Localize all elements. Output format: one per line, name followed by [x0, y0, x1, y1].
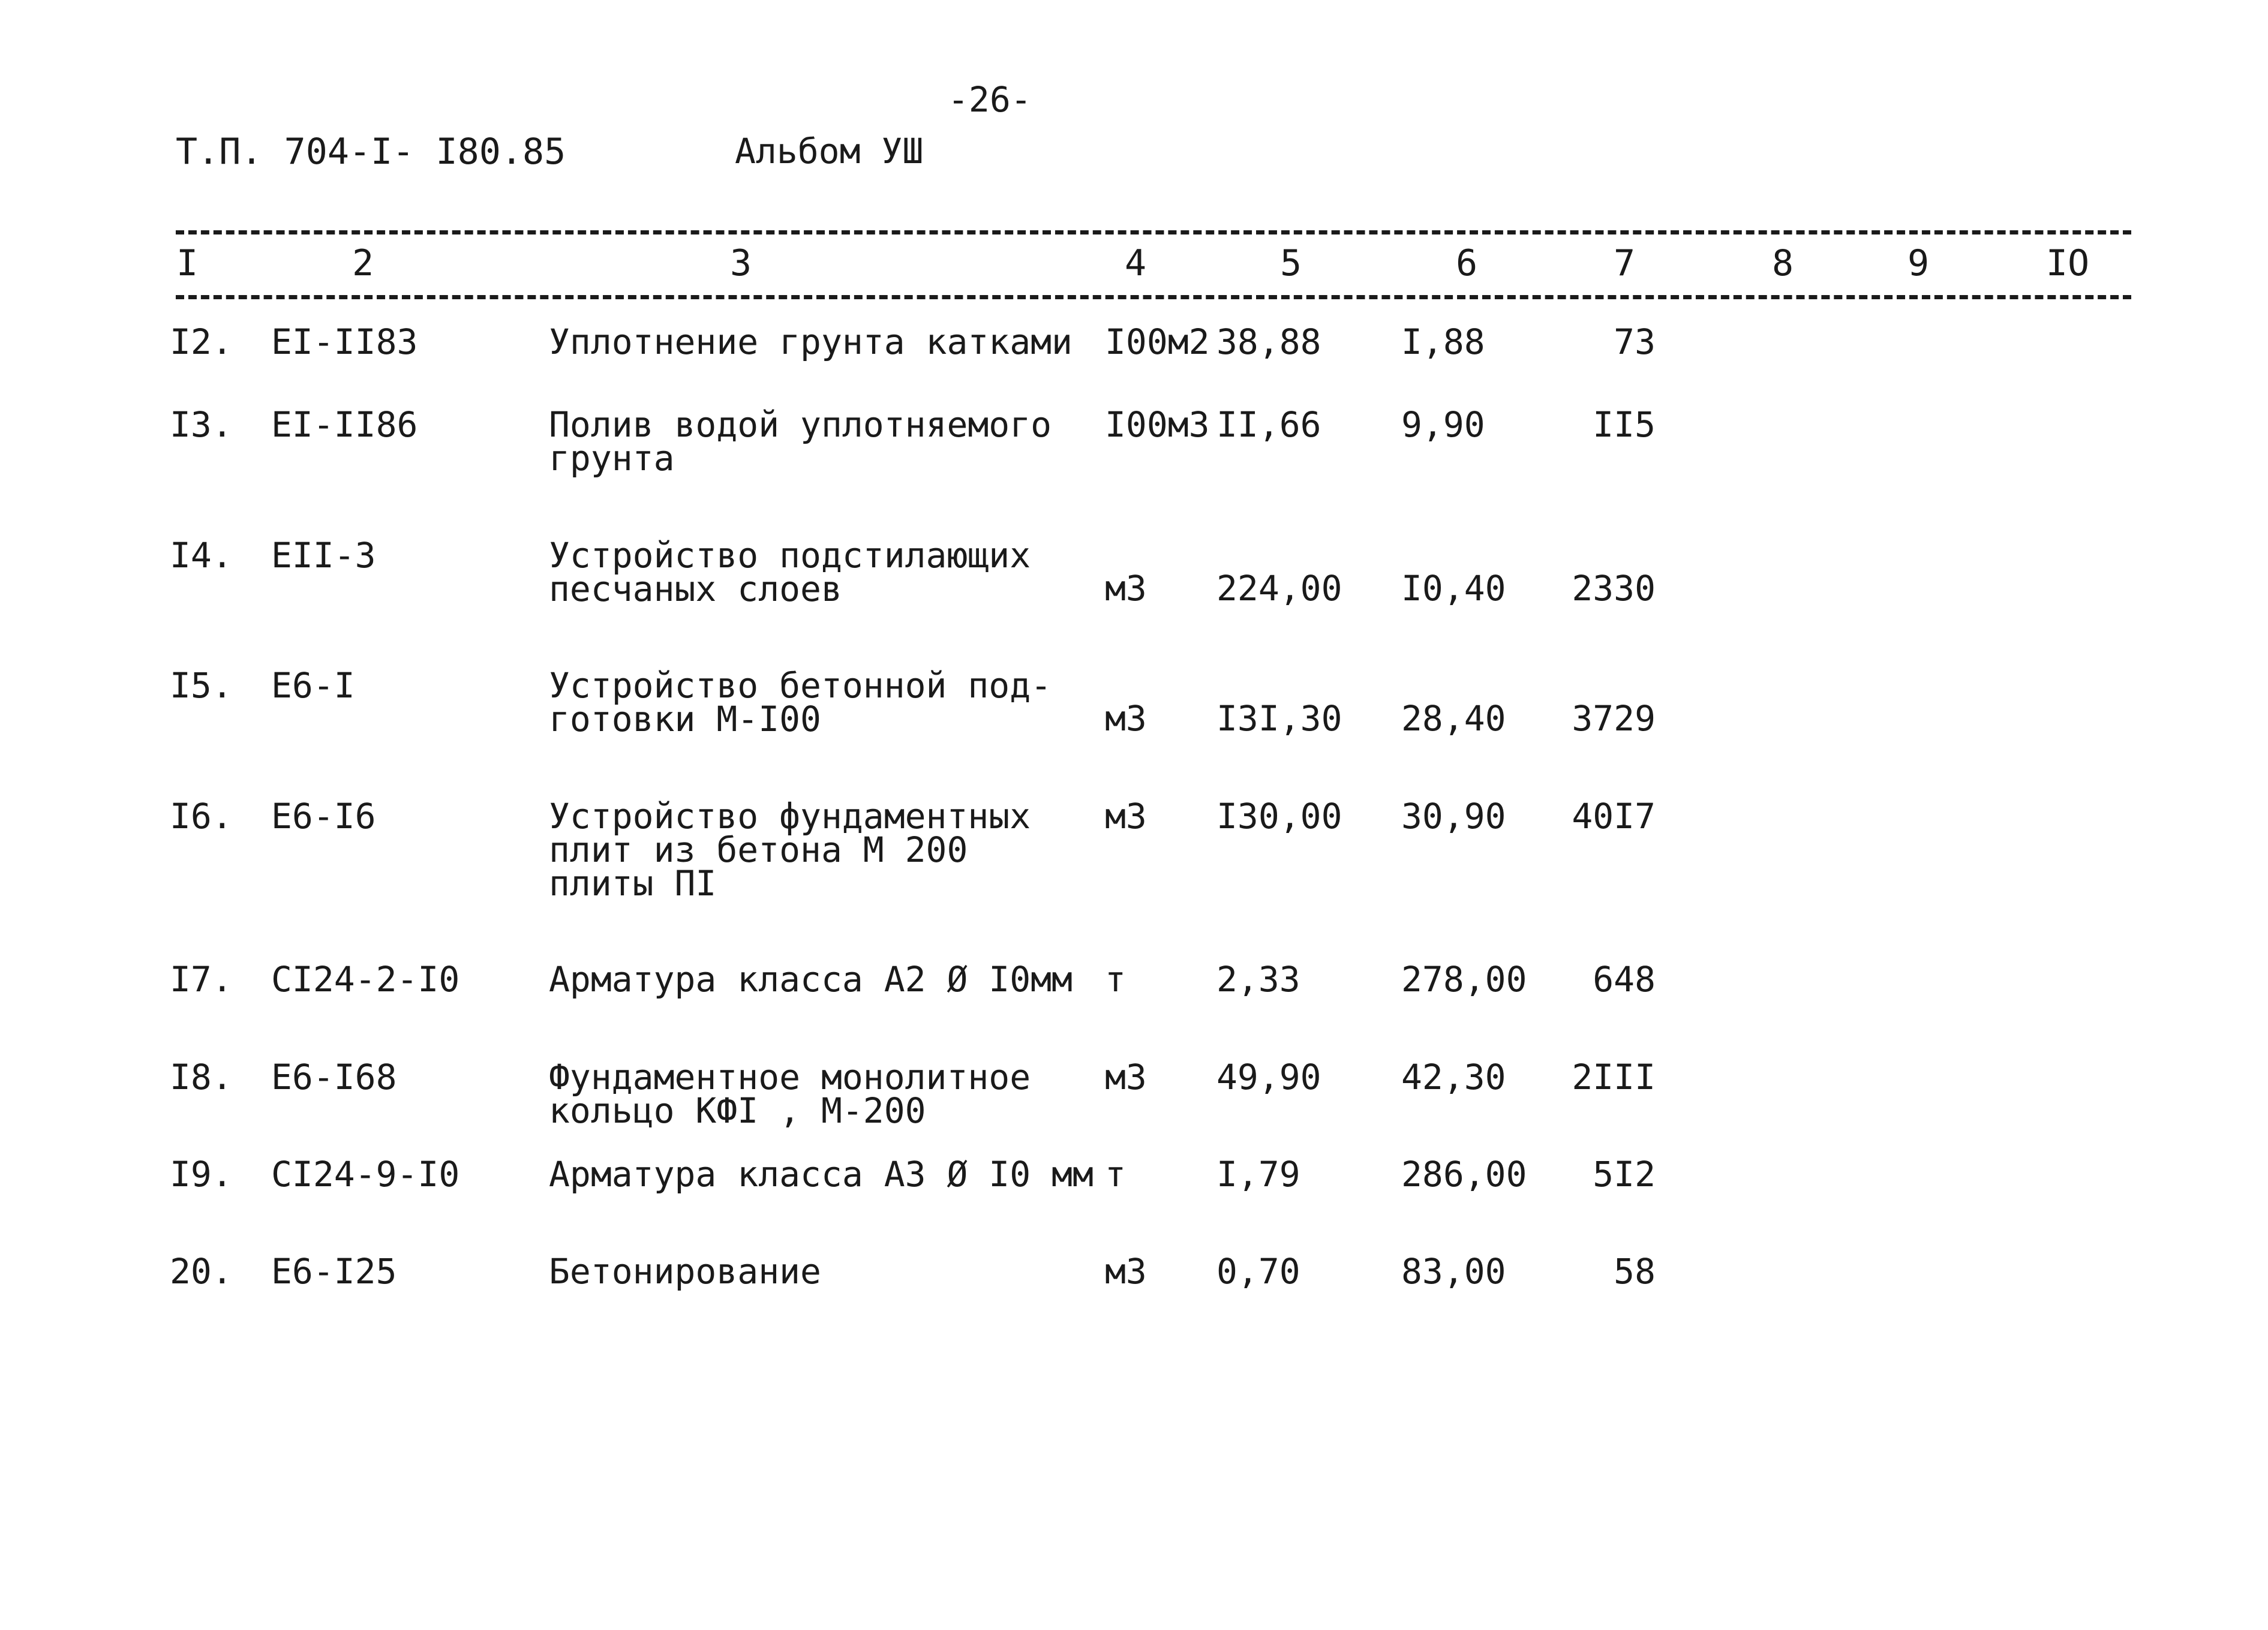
- table-row: [0, 959, 2268, 1000]
- column-header: 7: [1613, 242, 1636, 284]
- unit: м3: [1105, 568, 1147, 609]
- total-cost: 5I2: [1593, 1154, 1656, 1195]
- unit-price: 83,00: [1401, 1251, 1506, 1292]
- column-header: IO: [2045, 242, 2090, 284]
- work-name: Арматура класса А2 Ø I0мм: [549, 959, 1073, 1000]
- rate-code: E6-I6: [271, 796, 376, 837]
- quantity: I3I,30: [1216, 698, 1342, 739]
- quantity: 49,90: [1216, 1057, 1321, 1097]
- rate-code: EII-3: [271, 535, 376, 576]
- rate-code: EI-II83: [271, 321, 418, 362]
- quantity: 2,33: [1216, 959, 1300, 1000]
- total-cost: II5: [1593, 404, 1656, 445]
- quantity: II,66: [1216, 404, 1321, 445]
- row-number: I7.: [170, 959, 233, 1000]
- row-number: I5.: [170, 665, 233, 706]
- rate-code: E6-I: [271, 665, 355, 706]
- work-name: Арматура класса А3 Ø I0 мм: [549, 1154, 1094, 1195]
- document-code: Т.П. 704-I- I80.85: [176, 131, 566, 173]
- work-name: Полив водой уплотняемого грунта: [549, 404, 1052, 479]
- page-number: -26-: [948, 79, 1032, 120]
- column-header: 6: [1455, 242, 1478, 284]
- unit-price: 30,90: [1401, 796, 1506, 837]
- total-cost: 2III: [1572, 1057, 1656, 1097]
- row-number: 20.: [170, 1251, 233, 1292]
- column-header: 5: [1279, 242, 1302, 284]
- work-name: Устройство бетонной под- готовки М-I00: [549, 665, 1052, 739]
- table-row: [0, 404, 2268, 479]
- rate-code: CI24-9-I0: [271, 1154, 460, 1195]
- album-label: Альбом УШ: [735, 131, 924, 172]
- quantity: I30,00: [1216, 796, 1342, 837]
- unit-price: 42,30: [1401, 1057, 1506, 1097]
- unit-price: 9,90: [1401, 404, 1485, 445]
- quantity: 0,70: [1216, 1251, 1300, 1292]
- column-header: 8: [1771, 242, 1794, 284]
- total-cost: 3729: [1572, 698, 1656, 739]
- unit-price: 278,00: [1401, 959, 1527, 1000]
- unit: м3: [1105, 1251, 1147, 1292]
- rate-code: E6-I25: [271, 1251, 397, 1292]
- work-name: Устройство фундаментных плит из бетона М 200 плиты ПI: [549, 796, 1031, 904]
- unit: т: [1105, 959, 1126, 1000]
- table-row: [0, 321, 2268, 362]
- column-header: 9: [1907, 242, 1930, 284]
- work-name: Уплотнение грунта катками: [549, 321, 1073, 362]
- rate-code: EI-II86: [271, 404, 418, 445]
- unit: м3: [1105, 796, 1147, 837]
- column-header: 4: [1124, 242, 1147, 284]
- unit: I00м2: [1105, 321, 1210, 362]
- column-header: I: [176, 242, 199, 284]
- total-cost: 648: [1593, 959, 1656, 1000]
- row-number: I2.: [170, 321, 233, 362]
- unit-price: 286,00: [1401, 1154, 1527, 1195]
- table-header-bottom-rule: [176, 295, 2131, 299]
- table-row: [0, 535, 2268, 609]
- work-name: Фундаментное монолитное кольцо КФI , М-200: [549, 1057, 1031, 1131]
- table-row: [0, 1057, 2268, 1131]
- unit-price: I0,40: [1401, 568, 1506, 609]
- row-number: I9.: [170, 1154, 233, 1195]
- unit: I00м3: [1105, 404, 1210, 445]
- total-cost: 2330: [1572, 568, 1656, 609]
- row-number: I3.: [170, 404, 233, 445]
- work-name: Бетонирование: [549, 1251, 821, 1292]
- unit-price: I,88: [1401, 321, 1485, 362]
- column-header: 2: [352, 242, 374, 284]
- table-row: [0, 665, 2268, 739]
- quantity: 224,00: [1216, 568, 1342, 609]
- total-cost: 73: [1614, 321, 1656, 362]
- unit: т: [1105, 1154, 1126, 1195]
- table-row: [0, 796, 2268, 904]
- total-cost: 58: [1614, 1251, 1656, 1292]
- table-row: [0, 1154, 2268, 1195]
- unit: м3: [1105, 1057, 1147, 1097]
- total-cost: 40I7: [1572, 796, 1656, 837]
- column-header: 3: [729, 242, 752, 284]
- row-number: I4.: [170, 535, 233, 576]
- unit-price: 28,40: [1401, 698, 1506, 739]
- rate-code: E6-I68: [271, 1057, 397, 1097]
- quantity: 38,88: [1216, 321, 1321, 362]
- rate-code: CI24-2-I0: [271, 959, 460, 1000]
- work-name: Устройство подстилающих песчаных слоев: [549, 535, 1031, 609]
- row-number: I6.: [170, 796, 233, 837]
- unit: м3: [1105, 698, 1147, 739]
- quantity: I,79: [1216, 1154, 1300, 1195]
- row-number: I8.: [170, 1057, 233, 1097]
- table-row: [0, 1251, 2268, 1292]
- table-header-top-rule: [176, 230, 2131, 234]
